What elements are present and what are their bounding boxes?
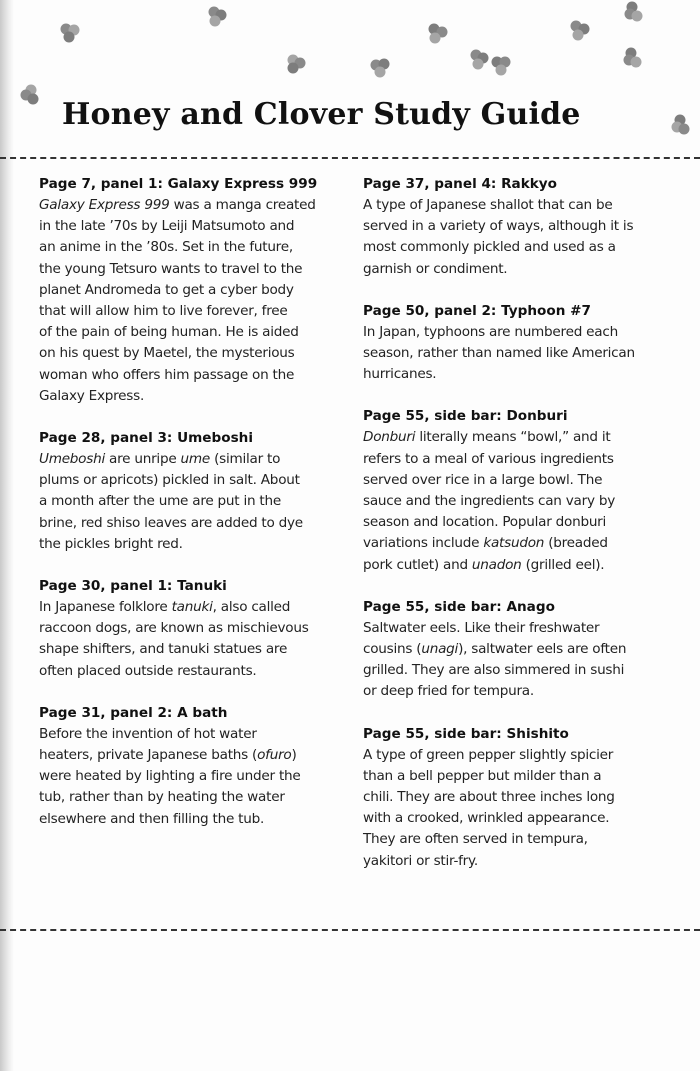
text-line bbox=[39, 597, 349, 618]
page-edge-shadow bbox=[0, 0, 14, 1071]
entry-heading: Page 7, panel 1: Galaxy Express 999 bbox=[39, 176, 318, 192]
text-line bbox=[363, 343, 683, 364]
text-segment: garnish or condiment. bbox=[363, 260, 508, 277]
entry-heading: Page 28, panel 3: Umeboshi bbox=[39, 430, 254, 447]
glossary-entry-shishito bbox=[363, 724, 683, 872]
text-line bbox=[363, 829, 683, 850]
text-line bbox=[39, 787, 349, 808]
text-line bbox=[363, 259, 683, 280]
text-segment: In Japanese folklore bbox=[39, 599, 172, 616]
clover-icon bbox=[567, 17, 593, 45]
clover-icon bbox=[668, 112, 694, 140]
text-line bbox=[363, 195, 683, 216]
text-line bbox=[39, 724, 349, 745]
text-segment: are unripe bbox=[104, 451, 181, 468]
text-line bbox=[39, 513, 349, 534]
text-segment: hurricanes. bbox=[363, 366, 437, 383]
text-segment: (breaded bbox=[544, 535, 608, 552]
left-column bbox=[39, 174, 349, 851]
entry-body bbox=[363, 427, 683, 575]
entry-body bbox=[39, 195, 349, 407]
text-segment: a month after the ume are put in the bbox=[39, 493, 281, 510]
text-line bbox=[363, 808, 683, 829]
text-line bbox=[363, 216, 683, 237]
text-line bbox=[39, 216, 349, 237]
entry-body bbox=[363, 195, 683, 280]
text-segment: in the late ’70s by Leiji Matsumoto and bbox=[39, 218, 295, 235]
text-line bbox=[39, 745, 349, 766]
text-segment: shape shifters, and tanuki statues are bbox=[39, 641, 288, 658]
text-segment: They are often served in tempura, bbox=[363, 831, 588, 848]
top-divider bbox=[0, 157, 700, 159]
italic-term: ume bbox=[180, 451, 211, 468]
page-title: Honey and Clover Study Guide bbox=[62, 97, 581, 132]
text-segment: chili. They are about three inches long bbox=[363, 789, 615, 806]
glossary-entry-galaxy-express-999 bbox=[39, 174, 349, 407]
text-line bbox=[39, 491, 349, 512]
text-line bbox=[39, 639, 349, 660]
text-line bbox=[363, 766, 683, 787]
text-line bbox=[39, 386, 349, 407]
text-line bbox=[363, 533, 683, 554]
text-segment: served in a variety of ways, although it is bbox=[363, 218, 634, 235]
text-segment: on his quest by Maetel, the mysterious bbox=[39, 345, 295, 362]
text-line bbox=[363, 512, 683, 533]
text-line bbox=[363, 470, 683, 491]
text-line bbox=[39, 195, 349, 216]
text-line bbox=[39, 343, 349, 364]
italic-term: Donburi bbox=[363, 429, 416, 446]
entry-heading: Page 37, panel 4: Rakkyo bbox=[363, 176, 558, 192]
text-segment: cousins ( bbox=[363, 641, 422, 658]
text-line bbox=[363, 364, 683, 385]
entry-body bbox=[39, 597, 349, 682]
italic-term: tanuki bbox=[171, 599, 213, 616]
text-segment: Galaxy Express. bbox=[39, 387, 145, 404]
clover-icon bbox=[283, 50, 309, 78]
text-segment: grilled. They are also simmered in sushi bbox=[363, 662, 625, 679]
text-line bbox=[39, 449, 349, 470]
text-segment: brine, red shiso leaves are added to dye bbox=[39, 514, 303, 531]
text-segment: (grilled eel). bbox=[521, 556, 605, 573]
text-line bbox=[39, 661, 349, 682]
text-line bbox=[39, 809, 349, 830]
text-line bbox=[39, 280, 349, 301]
text-segment: ) bbox=[291, 747, 297, 764]
clover-icon bbox=[18, 82, 44, 110]
entry-body bbox=[363, 322, 683, 386]
text-segment: of the pain of being human. He is aided bbox=[39, 324, 299, 341]
text-segment: served over rice in a large bowl. The bbox=[363, 471, 603, 488]
italic-term: unagi bbox=[421, 641, 459, 658]
entry-heading: Page 30, panel 1: Tanuki bbox=[39, 578, 227, 595]
text-segment: the pickles bright red. bbox=[39, 535, 183, 552]
text-line bbox=[39, 470, 349, 491]
text-line bbox=[39, 301, 349, 322]
bottom-divider bbox=[0, 929, 700, 931]
text-segment: heaters, private Japanese baths ( bbox=[39, 747, 258, 764]
clover-icon bbox=[488, 52, 514, 80]
text-segment: plums or apricots) pickled in salt. About bbox=[39, 472, 300, 489]
text-segment: woman who offers him passage on the bbox=[39, 366, 295, 383]
text-segment: In Japan, typhoons are numbered each bbox=[363, 323, 618, 340]
text-segment: Before the invention of hot water bbox=[39, 725, 257, 742]
text-line bbox=[363, 322, 683, 343]
text-segment: with a crooked, wrinkled appearance. bbox=[363, 810, 610, 827]
text-segment: season and location. Popular donburi bbox=[363, 514, 607, 531]
text-line bbox=[363, 449, 683, 470]
glossary-entry-rakkyo bbox=[363, 174, 683, 280]
text-segment: that will allow him to live forever, free bbox=[39, 303, 288, 320]
text-segment: yakitori or stir-fry. bbox=[363, 852, 478, 869]
text-segment: season, rather than named like American bbox=[363, 345, 635, 362]
text-segment: planet Andromeda to get a cyber body bbox=[39, 281, 294, 298]
entry-heading: Page 50, panel 2: Typhoon #7 bbox=[363, 302, 591, 319]
text-segment: literally means “bowl,” and it bbox=[415, 429, 611, 446]
text-segment: was a manga created bbox=[169, 197, 316, 213]
entry-body bbox=[363, 618, 683, 703]
clover-icon bbox=[205, 4, 231, 32]
entry-body bbox=[39, 449, 349, 555]
text-segment: , also called bbox=[212, 599, 291, 616]
italic-term: Umeboshi bbox=[39, 451, 105, 468]
text-line bbox=[363, 851, 683, 872]
italic-term: katsudon bbox=[483, 535, 545, 552]
text-line bbox=[363, 681, 683, 702]
text-line bbox=[39, 534, 349, 555]
glossary-entry-umeboshi bbox=[39, 428, 349, 555]
text-line bbox=[363, 639, 683, 660]
entry-heading: Page 55, side bar: Donburi bbox=[363, 408, 568, 425]
text-segment: the young Tetsuro wants to travel to the bbox=[39, 260, 303, 277]
glossary-entry-tanuki bbox=[39, 576, 349, 682]
italic-term: ofuro bbox=[257, 747, 292, 764]
text-segment: raccoon dogs, are known as mischievous bbox=[39, 620, 309, 637]
glossary-entry-typhoon-7 bbox=[363, 301, 683, 386]
text-line bbox=[39, 618, 349, 639]
text-segment: were heated by lighting a fire under the bbox=[39, 768, 301, 785]
right-column bbox=[363, 174, 683, 893]
text-line bbox=[363, 660, 683, 681]
text-line bbox=[363, 618, 683, 639]
glossary-entry-anago bbox=[363, 597, 683, 703]
text-segment: A type of Japanese shallot that can be bbox=[363, 197, 613, 213]
clover-icon bbox=[367, 54, 393, 82]
text-line bbox=[363, 555, 683, 576]
text-segment: sauce and the ingredients can vary by bbox=[363, 493, 615, 510]
clover-icon bbox=[620, 0, 646, 28]
text-segment: than a bell pepper but milder than a bbox=[363, 767, 602, 784]
text-segment: often placed outside restaurants. bbox=[39, 662, 257, 679]
text-segment: Saltwater eels. Like their freshwater bbox=[363, 619, 600, 636]
glossary-entry-a-bath bbox=[39, 703, 349, 830]
text-line bbox=[363, 237, 683, 258]
text-line bbox=[39, 237, 349, 258]
text-segment: most commonly pickled and used as a bbox=[363, 239, 616, 256]
text-segment: (similar to bbox=[210, 451, 281, 468]
text-line bbox=[39, 322, 349, 343]
entry-heading: Page 31, panel 2: A bath bbox=[39, 704, 228, 721]
entry-body bbox=[39, 724, 349, 830]
text-segment: pork cutlet) and bbox=[363, 556, 472, 573]
text-line bbox=[39, 766, 349, 787]
text-line bbox=[39, 365, 349, 386]
text-segment: variations include bbox=[363, 535, 484, 552]
entry-heading: Page 55, side bar: Shishito bbox=[363, 725, 569, 742]
entry-body bbox=[363, 745, 683, 872]
clover-icon bbox=[425, 20, 451, 48]
text-line bbox=[363, 745, 683, 766]
italic-term: unadon bbox=[471, 556, 522, 573]
clover-icon bbox=[57, 20, 83, 48]
text-segment: tub, rather than by heating the water bbox=[39, 789, 285, 806]
text-line bbox=[363, 427, 683, 448]
text-line bbox=[39, 259, 349, 280]
text-line bbox=[363, 787, 683, 808]
text-segment: refers to a meal of various ingredients bbox=[363, 450, 614, 467]
italic-term: Galaxy Express 999 bbox=[39, 197, 170, 213]
text-line bbox=[363, 491, 683, 512]
clover-icon bbox=[620, 45, 646, 73]
glossary-entry-donburi bbox=[363, 406, 683, 575]
text-segment: A type of green pepper slightly spicier bbox=[363, 746, 614, 763]
text-segment: elsewhere and then filling the tub. bbox=[39, 810, 265, 827]
text-segment: an anime in the ’80s. Set in the future, bbox=[39, 239, 293, 256]
text-segment: or deep fried for tempura. bbox=[363, 683, 534, 700]
entry-heading: Page 55, side bar: Anago bbox=[363, 598, 555, 615]
text-segment: ), saltwater eels are often bbox=[458, 641, 627, 658]
